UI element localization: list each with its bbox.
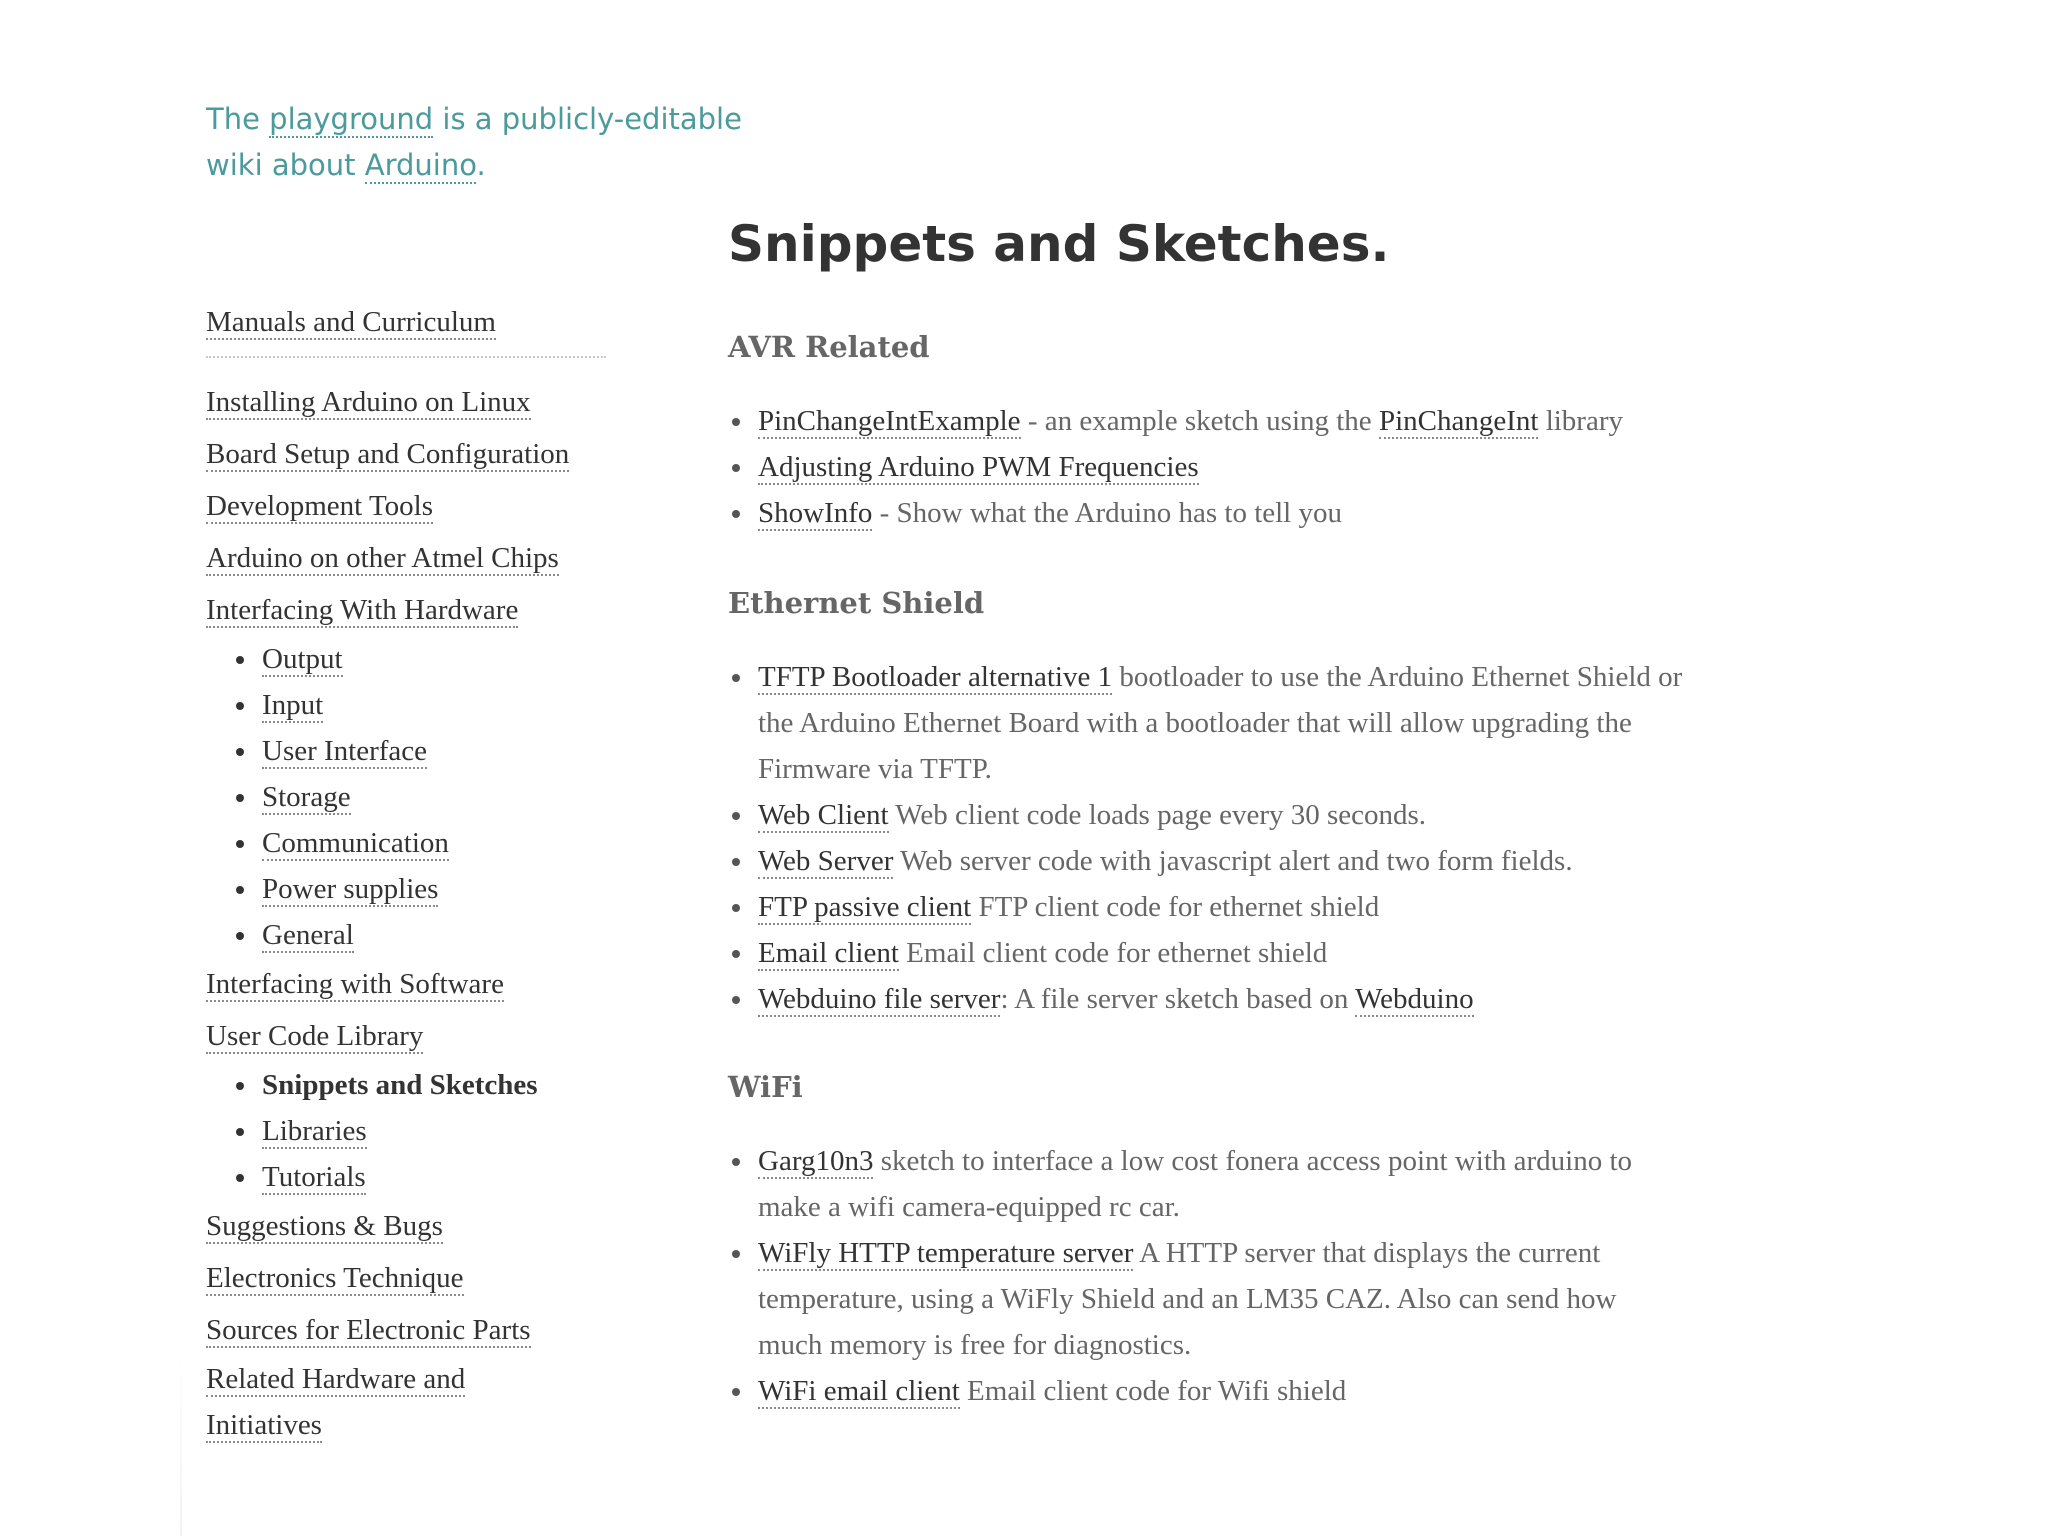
sidebar-link-interfacing-hardware[interactable]: Interfacing With Hardware (206, 594, 519, 626)
tagline-text-3: . (476, 148, 486, 182)
sidebar-link-suggestions-bugs[interactable]: Suggestions & Bugs (206, 1210, 443, 1242)
sidebar-item-interfacing-software (206, 958, 616, 1010)
sidebar-separator (206, 356, 606, 358)
viewport-cutoff (728, 1448, 1688, 1536)
sidebar-link-electronics-technique[interactable]: Electronics Technique (206, 1262, 464, 1294)
sidebar-link-general[interactable]: General (262, 919, 354, 951)
sidebar-subitem-general (206, 912, 616, 958)
list-item (732, 1230, 1688, 1368)
list-item (732, 398, 1688, 444)
sidebar-subitem-snippets (206, 1062, 616, 1108)
sidebar-subitem-input (206, 682, 616, 728)
pinchangeint-link[interactable]: PinChangeInt (1378, 405, 1539, 437)
sidebar-link-electronic-parts[interactable]: Sources for Electronic Parts (206, 1314, 531, 1346)
sidebar-link-communication[interactable]: Communication (262, 827, 449, 859)
sidebar-item-development-tools (206, 480, 616, 532)
sidebar-item-electronic-parts (206, 1304, 616, 1356)
sidebar-link-user-interface[interactable]: User Interface (262, 735, 428, 767)
item-description: Email client code for Wifi shield (959, 1375, 1347, 1407)
sidebar-subitem-output (206, 636, 616, 682)
tftp-bootloader-link[interactable]: TFTP Bootloader alternative 1 (758, 661, 1113, 693)
sidebar-subitem-power-supplies (206, 866, 616, 912)
list-item (732, 792, 1688, 838)
sidebar-link-libraries[interactable]: Libraries (262, 1115, 367, 1147)
section-heading-avr: AVR Related (728, 330, 930, 364)
item-description: library (1538, 405, 1623, 437)
garg10n3-link[interactable]: Garg10n3 (758, 1145, 874, 1177)
list-item (732, 838, 1688, 884)
webduino-file-server-link[interactable]: Webduino file server (758, 983, 1001, 1015)
sidebar-item-installing-linux (206, 376, 616, 428)
list-item (732, 490, 1688, 536)
pwm-frequencies-link[interactable]: Adjusting Arduino PWM Frequencies (758, 451, 1199, 483)
wifi-list (758, 1138, 1688, 1414)
item-description: - Show what the Arduino has to tell you (872, 497, 1342, 529)
sidebar-link-snippets-current[interactable]: Snippets and Sketches (262, 1069, 538, 1101)
sidebar-link-input[interactable]: Input (262, 689, 324, 721)
list-item (732, 654, 1688, 792)
page-edge (180, 1350, 182, 1536)
arduino-link[interactable]: Arduino (364, 148, 477, 182)
sidebar-item-suggestions-bugs (206, 1200, 616, 1252)
sidebar-item-interfacing-hardware (206, 584, 616, 636)
sidebar-link-storage[interactable]: Storage (262, 781, 351, 813)
list-item (732, 1368, 1688, 1414)
sidebar-link-power-supplies[interactable]: Power supplies (262, 873, 439, 905)
sidebar-link-related-hardware[interactable]: Related Hardware and Initiatives (206, 1363, 466, 1441)
tagline-text-1: The (206, 102, 270, 136)
list-item (732, 1138, 1688, 1230)
ftp-passive-client-link[interactable]: FTP passive client (758, 891, 972, 923)
item-description: Web server code with javascript alert and two form fields. (893, 845, 1573, 877)
sidebar-link-interfacing-software[interactable]: Interfacing with Software (206, 968, 504, 1000)
section-heading-wifi: WiFi (728, 1070, 803, 1104)
item-description: - an example sketch using the (1020, 405, 1379, 437)
wifly-temperature-server-link[interactable]: WiFly HTTP temperature server (758, 1237, 1134, 1269)
sidebar-item-manuals (206, 296, 616, 348)
item-description: : A file server sketch based on (1000, 983, 1356, 1015)
item-description: FTP client code for ethernet shield (971, 891, 1380, 923)
sidebar-item-user-code-library (206, 1010, 616, 1062)
page-title: Snippets and Sketches. (728, 215, 1390, 273)
site-tagline (206, 96, 766, 188)
web-client-link[interactable]: Web Client (758, 799, 889, 831)
sidebar-link-manuals[interactable]: Manuals and Curriculum (206, 306, 496, 338)
list-item (732, 444, 1688, 490)
sidebar-nav (206, 296, 616, 1448)
playground-link[interactable]: playground (269, 102, 434, 136)
sidebar-link-user-code-library[interactable]: User Code Library (206, 1020, 424, 1052)
main-content (728, 208, 1688, 1414)
sidebar-link-atmel-chips[interactable]: Arduino on other Atmel Chips (206, 542, 559, 574)
avr-list (758, 398, 1688, 536)
list-item (732, 976, 1688, 1022)
tagline-text-2: is a publicly-editable wiki about (206, 102, 742, 182)
sidebar-link-development-tools[interactable]: Development Tools (206, 490, 433, 522)
email-client-link[interactable]: Email client (758, 937, 899, 969)
showinfo-link[interactable]: ShowInfo (758, 497, 873, 529)
wifi-email-client-link[interactable]: WiFi email client (758, 1375, 960, 1407)
section-heading-ethernet: Ethernet Shield (728, 586, 985, 620)
sidebar-subitem-tutorials (206, 1154, 616, 1200)
sidebar-link-tutorials[interactable]: Tutorials (262, 1161, 366, 1193)
item-description: A HTTP server that displays the current temperature, using a WiFly Shield and an LM35 CAZ. Also can send how much memory is free for diagnostics. (758, 1237, 1617, 1361)
sidebar-subitem-libraries (206, 1108, 616, 1154)
pinchangeintexample-link[interactable]: PinChangeIntExample (758, 405, 1021, 437)
list-item (732, 930, 1688, 976)
item-description: Web client code loads page every 30 seconds. (888, 799, 1427, 831)
item-description: Email client code for ethernet shield (898, 937, 1328, 969)
sidebar-subitem-user-interface (206, 728, 616, 774)
sidebar-link-output[interactable]: Output (262, 643, 343, 675)
sidebar-item-related-hardware (206, 1356, 526, 1448)
list-item (732, 884, 1688, 930)
item-description: sketch to interface a low cost fonera access point with arduino to make a wifi camera-equipped rc car. (758, 1145, 1633, 1223)
sidebar-item-board-setup (206, 428, 616, 480)
sidebar-link-installing-linux[interactable]: Installing Arduino on Linux (206, 386, 531, 418)
web-server-link[interactable]: Web Server (758, 845, 894, 877)
sidebar-subitem-communication (206, 820, 616, 866)
webduino-link[interactable]: Webduino (1355, 983, 1474, 1015)
item-description: bootloader to use the Arduino Ethernet Shield or the Arduino Ethernet Board with a bootloader that will allow upgrading the Firmware via TFTP. (758, 661, 1683, 785)
sidebar-subitem-storage (206, 774, 616, 820)
sidebar-item-atmel-chips (206, 532, 616, 584)
sidebar-item-electronics-technique (206, 1252, 616, 1304)
sidebar-link-board-setup[interactable]: Board Setup and Configuration (206, 438, 570, 470)
ethernet-list (758, 654, 1688, 1022)
